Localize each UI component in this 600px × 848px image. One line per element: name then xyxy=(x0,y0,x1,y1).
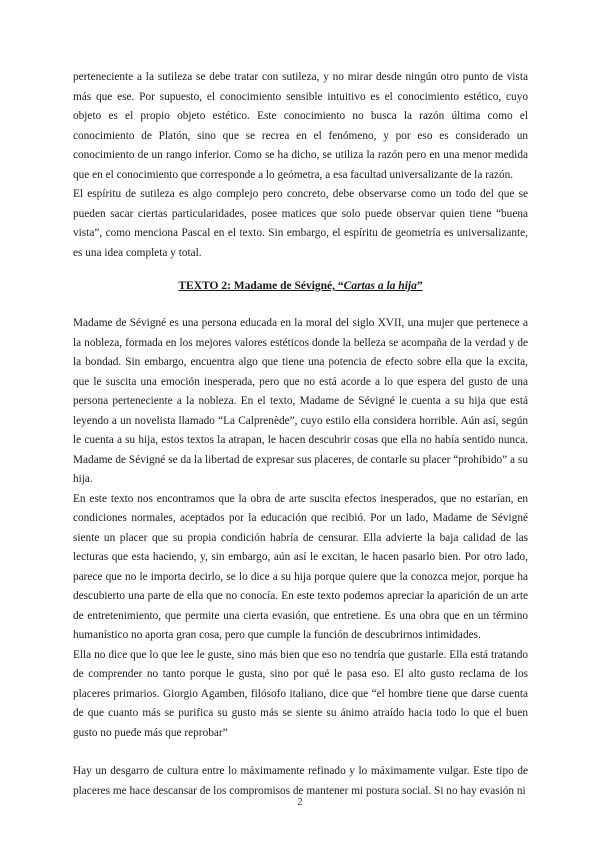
document-page xyxy=(73,68,528,801)
paragraph-sevigne-1: Madame de Sévigné es una persona educada en la moral del siglo XVII, una mujer que pertenece a la nobleza, formada en los mejores valores estéticos donde la belleza se acompaña de la verdad y de la bondad. Sin embargo, encuentra algo que tiene una potencia de efecto sobre ella que la excita, que le suscita una emoción inesperada, pero que no está acorde a lo que espera del gusto de una persona perteneciente a la nobleza. En el texto, Madame de Sévigné le cuenta a su hija que está leyendo a un novelista llamado “La Calprenède”, cuyo estilo ella considera horrible. Aún así, según le cuenta a su hija, estos textos la atrapan, le hacen descubrir cosas que ella no había sentido nunca. Madame de Sévigné se da la libertad de expresar sus placeres, de contarle su placer “prohibido” a su hija. xyxy=(73,317,528,485)
paragraph-sutileza-2: El espíritu de sutileza es algo complejo pero concreto, debe observarse como un todo del que se pueden sacar ciertas particularidades, posee matices que solo puede observar quien tiene “buena vista”, como menciona Pascal en el texto. Sin embargo, el espíritu de geometría es universalizante, es una idea completa y total. xyxy=(73,188,528,259)
paragraph-sutileza-1: perteneciente a la sutileza se debe tratar con sutileza, y no mirar desde ningún otro punto de vista más que ese. Por supuesto, el conocimiento sensible intuitivo es el conocimiento estético, cuyo objeto es el propio objeto estético. Este conocimiento no busca la razón última como el conocimiento de Platón, sino que se recrea en el fenómeno, y por eso es considerado un conocimiento de un rango inferior. Como se ha dicho, se utiliza la razón pero en una menor medida que en el conocimiento que corresponde a lo geómetra, a esa facultad universalizante de la razón. xyxy=(73,71,528,181)
paragraph-sevigne-2: En este texto nos encontramos que la obra de arte suscita efectos inesperados, que no estarían, en condiciones normales, aceptados por la educación que recibió. Por un lado, Madame de Sévigné siente un placer que su propia condición habría de censurar. Ella advierte la baja calidad de las lecturas que esta haciendo, y, sin embargo, aún así le excitan, le hacen pasarlo bien. Por otro lado, parece que no le importa decirlo, se lo dice a su hija porque quiere que la conozca mejor, porque ha descubierto una parte de ella que no conocía. En este texto podemos apreciar la aparición de un arte de entretenimiento, que permite una cierta evasión, que entretiene. Es una obra que en un término humanístico no aporta gran cosa, pero que cumple la función de descubrirnos intimidades. xyxy=(73,492,528,641)
heading-work-title: Cartas a la hija xyxy=(343,280,417,292)
paragraph-spacer xyxy=(73,743,528,762)
paragraph-desgarro: Hay un desgarro de cultura entre lo máximamente refinado y lo máximamente vulgar. Este tipo de placeres me hace descansar de los compromisos de mantener mi postura social. Si no hay evasión ni xyxy=(73,765,528,797)
paragraph-sevigne-3: Ella no dice que lo que lee le guste, sino más bien que eso no tendría que gustarle. Ella está tratando de comprender no tanto porque le gusta, sino por qué le pasa eso. El alto gusto reclama de los placeres primarios. Giorgio Agamben, filósofo italiano, dice que “el hombre tiene que darse cuenta de que cuanto más se purifica su gusto más se siente su ánimo atraído hacia todo lo que el buen gusto no puede más que reprobar” xyxy=(73,648,528,739)
page-number: 2 xyxy=(297,797,303,808)
section-heading xyxy=(73,277,528,296)
heading-prefix: TEXTO 2: Madame de Sévigné, “ xyxy=(178,280,344,292)
heading-suffix: ” xyxy=(416,280,423,292)
